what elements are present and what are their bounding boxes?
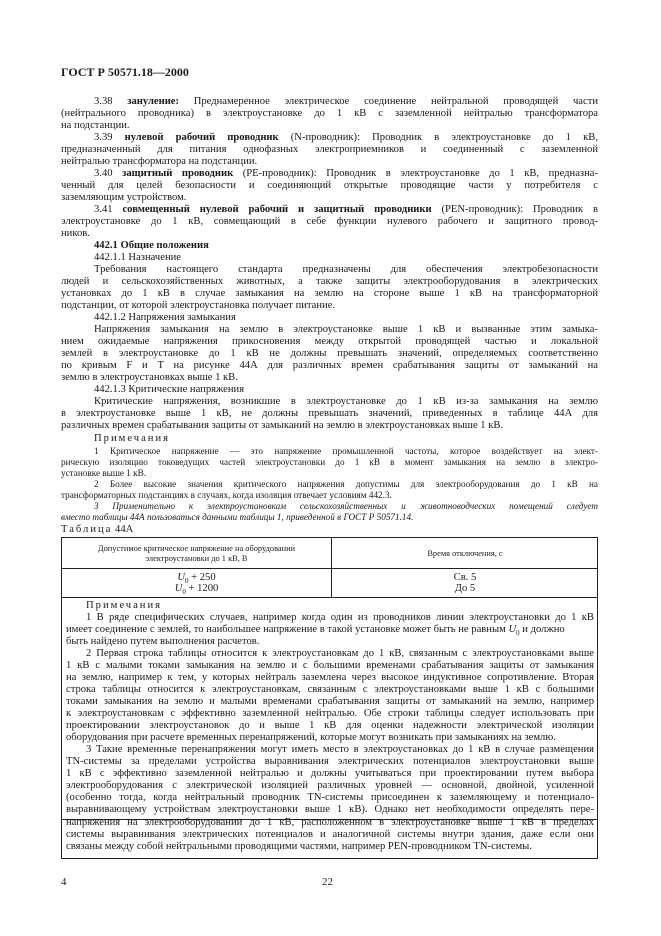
table-note-3-line-2: TN-системы за пределами устройства выравнивания электрических потенциалов электроустановки выше [66,756,594,767]
para-2-line-2: нием ожидаемые напряжения прикосновения между открытой проводящей частью и локальной [61,336,598,347]
voltage-subscript: 0 [184,577,189,586]
def-term: нулевой рабочий проводник [124,132,279,143]
def-3-39-line-1 [94,132,598,144]
table-note-3-line-4: электрооборудования с электрической изоляцией различных уровней — основной, двойной, усиленной [66,780,594,791]
table-note-2-line-6: к электроустановкам с эффективно заземленной нейтралью. Обе строки таблицы следует использовать при [66,708,594,719]
para-2-line-1: Напряжения замыкания на землю в электроустановке выше 1 кВ и вызванные этим замыка- [94,324,598,335]
voltage-subscript: 0 [182,588,186,597]
table-note-3-line-8: системы выравнивания электрических потенциалов и аналогичной системы внутри здания, даже если они [66,829,594,840]
note-3-line-2: вместо таблицы 44А пользоваться данными таблицы 1, приведенной в ГОСТ Р 50571.14. [61,512,414,522]
table-header-voltage-line-2: электроустановки до 1 кВ, В [145,554,248,563]
page-number-left: 4 [61,876,67,888]
para-2-line-4: по кривым F и T на рисунке 44А для различных времен срабатывания защиты от замыканий на [61,360,598,371]
table-note-1-line-3: быть найдено путем выполнения расчетов. [66,636,260,647]
voltage-value: + 250 [188,572,216,583]
table-caption-number: 44А [115,524,134,535]
table-note-3-line-1: 3 Такие временные перенапряжения могут иметь место в электроустановках до 1 кВ в случае размещения [86,744,594,755]
def-text: (PE-проводник): Проводник в электроустановке до 1 кВ, предназна- [242,168,598,179]
def-3-39-line-3: нейтралью трансформатора на подстанции. [61,156,258,167]
voltage-subscript: 0 [516,629,520,638]
table-note-1-line-1: 1 В ряде специфических случаев, например когда один из проводников линии электроустановки до 1 кВ [86,612,594,623]
def-3-40-line-1 [94,168,598,180]
table-note-2-line-2: 1 кВ с малыми токами замыкания на землю и с большими временами срабатывания защиты от замыкания [66,660,594,671]
table-44a-continuation [61,819,598,859]
para-1-line-2: людей и сельскохозяйственных животных, а также защиты электрооборудования в электрических [61,276,598,287]
def-3-41-line-1 [94,204,598,216]
para-2-line-5: землю в электроустановках выше 1 кВ. [61,372,238,383]
notes-heading: Примечания [94,433,170,444]
def-text: (N-проводник): Проводник в электроустановке до 1 кВ, [290,132,598,143]
subsection-heading-442-1-1: 442.1.1 Назначение [94,252,181,263]
table-caption-word: Таблица [61,524,113,535]
table-cell-voltage-2 [62,583,331,598]
note-2-line-1: 2 Более высокие значения критического напряжения допустимы для электрооборудования до 1 кВ на [94,479,598,489]
def-number: 3.41 [94,204,113,215]
para-3-line-2: в электроустановке выше 1 кВ, не должны превышать значений, приведенных в таблице 44А для [61,408,598,419]
voltage-value: + 1200 [185,583,219,594]
voltage-symbol: U [508,624,517,635]
subsection-heading-442-1-2: 442.1.2 Напряжения замыкания [94,312,236,323]
def-3-41-line-3: ников. [61,228,90,239]
note-3-line-1: 3 Применительно к электроустановкам сельскохозяйственных и животноводческих помещений следует [94,501,598,511]
para-1-line-1: Требования настоящего стандарта предназначены для обеспечения электробезопасности [94,264,598,275]
table-note-3-line-5: (особенно тогда, когда нейтральный проводник TN-системы присоединен к заземляющему и потенциало- [66,792,594,803]
def-3-41-line-2: электроустановке до 1 кВ, совмещающий в себе функции нулевого рабочего и защитного провод- [61,216,598,227]
table-note-3-line-3: 1 кВ с эффективно заземленной нейтралью и должны учитываться при проектировании путем выбора [66,768,594,779]
table-note-2-line-8: оборудования при расчете временных перенапряжений, которые могут возникать при замыканиях на землю. [66,732,556,743]
def-number: 3.39 [94,132,113,143]
table-note-2-line-3: на землю, например к тем, у которых нейтраль заземлена через высокое индуктивное сопротивление. Вторая [66,672,594,683]
def-text: Преднамеренное электрическое соединение нейтральной проводящей части [193,96,598,107]
def-3-39-line-2: предназначенный для питания однофазных электроприемников и соединенный с заземленной [61,144,598,155]
document-header: ГОСТ Р 50571.18—2000 [61,65,189,79]
note-1-line-3: установке выше 1 кВ. [61,468,147,478]
def-text: (PEN-проводник): Проводник в [441,204,598,215]
table-caption [61,524,133,536]
note-text: имеет соединение с землей, то наибольшее напряжение в такой установке может быть не равным [66,624,506,635]
page-number-center: 22 [322,876,333,888]
table-header-voltage-line-1: Допустимое критическое напряжение на оборудовании [97,544,296,553]
note-1-line-2: рическую изоляцию токоведущих частей электроустановки до 1 кВ в момент замыкания на землю в электро- [61,457,598,467]
table-44a [61,537,598,820]
table-note-2-line-1: 2 Первая строка таблицы относится к электроустановкам до 1 кВ, связанным с электроустановками выше [86,648,594,659]
def-3-38-line-2: (нейтрального проводника) в электроустановке до 1 кВ с заземленной нейтралью трансформатора [61,108,598,119]
def-number: 3.38 [94,96,113,107]
note-2-line-2: трансформаторных подстанциях в случаях, когда изоляция отвечает условиям 442.3. [61,490,392,500]
def-term: защитный проводник [122,168,234,179]
table-note-2-line-5: токами замыкания на землю и малыми временами срабатывания защиты от замыканий на землю, например [66,696,594,707]
table-note-3-line-7: напряжения на электрооборудовании до 1 кВ, расположенном в электроустановке выше 1 кВ в пределах [66,817,594,828]
note-text: и должно [522,624,565,635]
def-term: зануление: [127,96,180,107]
table-note-2-line-4: строка таблицы относится к электроустановкам, связанным с электроустановками выше 1 кВ с большими [66,684,594,695]
table-header-time: Время отключения, с [427,549,503,558]
def-3-40-line-3: заземляющим устройством. [61,192,187,203]
def-number: 3.40 [94,168,113,179]
table-cell-time-1: Св. 5 [453,572,477,583]
voltage-symbol: U [174,583,183,594]
para-3-line-3: различных времен срабатывания защиты от замыканий на землю в электроустановках выше 1 кВ. [61,420,504,431]
table-header-voltage [62,544,331,564]
para-2-line-3: землей в электроустановке до 1 кВ не должны превышать значений, определяемых соответственно [61,348,598,359]
para-1-line-4: подстанции, от которой электроустановка получает питание. [61,300,336,311]
table-notes-heading: Примечания [86,600,162,611]
para-3-line-1: Критические напряжения, возникшие в электроустановке до 1 кВ из-за замыкания на землю [94,396,598,407]
def-3-38-line-1 [94,96,598,108]
note-1-line-1: 1 Критическое напряжение — это напряжение промышленной частоты, которое воздействует на элект- [94,446,598,456]
table-note-3-line-9: связаны между собой нейтральными проводящими частями, например PEN-проводником TN-системы. [66,841,532,852]
subsection-heading-442-1-3: 442.1.3 Критические напряжения [94,384,245,395]
table-note-3-line-6: выравнивающему устройствам электроустановки выше 1 кВ). Однако нет необходимости определять пере- [66,804,594,815]
table-cell-time-2: До 5 [454,583,476,594]
table-note-2-line-7: проектировании электроустановок до и выше 1 кВ для оценки надежности электрической изоляции [66,720,594,731]
section-heading-442-1: 442.1 Общие положения [94,240,209,251]
def-3-40-line-2: ченный для целей безопасности и соединяющий открытые проводящие части у потребителя с [61,180,598,191]
table-header-divider [62,568,597,569]
para-1-line-3: установках до 1 кВ в случае замыкания на землю на стороне выше 1 кВ на трансформаторной [61,288,598,299]
def-3-38-line-3: на подстанции. [61,120,130,131]
voltage-symbol: U [177,572,185,583]
def-term: совмещенный нулевой рабочий и защитный проводники [122,204,432,215]
